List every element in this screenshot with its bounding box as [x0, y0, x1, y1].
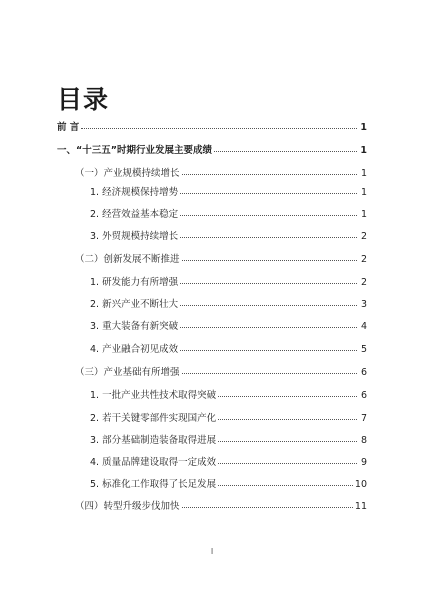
toc-entry-page: 1: [360, 187, 367, 198]
toc-entry[interactable]: [90, 435, 367, 447]
toc-entry-label: 2. 经营效益基本稳定: [90, 209, 179, 220]
toc-entry[interactable]: [90, 321, 367, 333]
toc-entry[interactable]: [90, 299, 367, 311]
toc-leader: [218, 485, 353, 486]
toc-entry-label: 一、“十三五”时期行业发展主要成绩: [57, 145, 212, 156]
toc-entry[interactable]: [90, 479, 367, 491]
toc-entry[interactable]: [90, 209, 367, 221]
toc-entry-label: 3. 部分基础制造装备取得进展: [90, 435, 217, 446]
toc-entry-label: 4. 产业融合初见成效: [90, 344, 179, 355]
toc-entry-label: 前 言: [57, 122, 80, 133]
toc-leader: [218, 441, 357, 442]
toc-entry-page: 1: [360, 122, 367, 133]
toc-leader: [182, 507, 353, 508]
toc-entry[interactable]: [75, 367, 367, 379]
toc-entry-label: （三）产业基础有所增强: [75, 367, 180, 378]
toc-entry-page: 6: [360, 390, 367, 401]
toc-entry-label: （二）创新发展不断推进: [75, 254, 180, 265]
toc-leader: [180, 350, 357, 351]
toc-entry-label: 3. 外贸规模持续增长: [90, 231, 179, 242]
toc-entry-page: 10: [354, 479, 367, 490]
toc-entry-page: 4: [360, 321, 367, 332]
toc-entry-label: （四）转型升级步伐加快: [75, 501, 180, 512]
toc-entry-page: 9: [360, 457, 367, 468]
toc-leader: [180, 215, 357, 216]
toc-entry[interactable]: [57, 122, 367, 134]
toc-entry-label: （一）产业规模持续增长: [75, 168, 180, 179]
toc-entry-label: 2. 新兴产业不断壮大: [90, 299, 179, 310]
toc-entry-page: 7: [360, 413, 367, 424]
page-title: 目录: [57, 85, 110, 114]
toc-entry-page: 2: [360, 231, 367, 242]
toc-entry[interactable]: [90, 457, 367, 469]
toc-entry-label: 5. 标准化工作取得了长足发展: [90, 479, 217, 490]
toc-leader: [182, 260, 357, 261]
toc-entry-label: 3. 重大装备有新突破: [90, 321, 179, 332]
toc-leader: [182, 373, 357, 374]
toc-entry-page: 5: [360, 344, 367, 355]
toc-entry[interactable]: [75, 501, 367, 513]
toc-leader: [218, 463, 357, 464]
toc-leader: [218, 396, 357, 397]
toc-entry-page: 1: [360, 209, 367, 220]
toc-entry[interactable]: [75, 168, 367, 180]
toc-entry-label: 2. 若干关键零部件实现国产化: [90, 413, 217, 424]
toc-entry[interactable]: [57, 145, 367, 157]
toc-entry-page: 2: [360, 254, 367, 265]
toc-leader: [180, 237, 357, 238]
toc-entry[interactable]: [75, 254, 367, 266]
toc-leader: [180, 283, 357, 284]
toc-leader: [182, 174, 357, 175]
toc-entry[interactable]: [90, 187, 367, 199]
toc-entry-page: 1: [360, 145, 367, 156]
toc-leader: [180, 193, 357, 194]
toc-entry[interactable]: [90, 344, 367, 356]
toc-entry[interactable]: [90, 231, 367, 243]
toc-entry-page: 1: [360, 168, 367, 179]
toc-entry-page: 3: [360, 299, 367, 310]
toc-entry-page: 2: [360, 277, 367, 288]
toc-leader: [214, 151, 357, 152]
toc-entry-label: 1. 一批产业共性技术取得突破: [90, 390, 217, 401]
toc-entry[interactable]: [90, 277, 367, 289]
toc-leader: [180, 305, 357, 306]
toc-leader: [180, 327, 357, 328]
toc-entry-label: 1. 经济规模保持增势: [90, 187, 179, 198]
toc-entry[interactable]: [90, 413, 367, 425]
toc-leader: [218, 419, 357, 420]
toc-entry-label: 1. 研发能力有所增强: [90, 277, 179, 288]
toc-entry[interactable]: [90, 390, 367, 402]
page-number: I: [210, 547, 214, 556]
toc-entry-label: 4. 质量品牌建设取得一定成效: [90, 457, 217, 468]
toc-entry-page: 6: [360, 367, 367, 378]
toc-entry-page: 8: [360, 435, 367, 446]
toc-entry-page: 11: [354, 501, 367, 512]
toc-leader: [81, 128, 357, 129]
